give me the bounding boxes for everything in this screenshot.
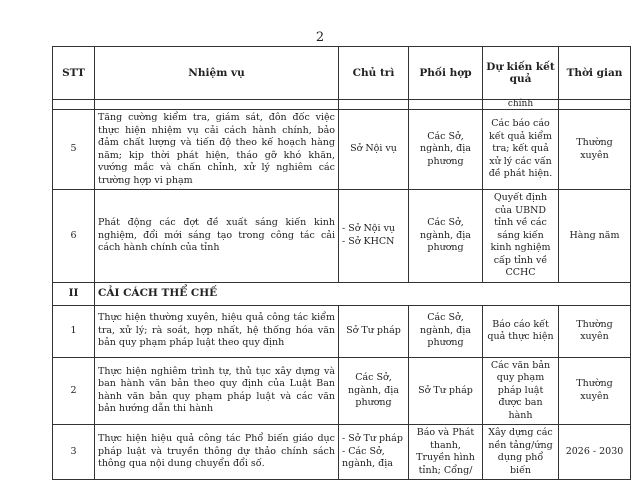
row-lead: Các Sở, ngành, địa phương — [339, 357, 409, 425]
task-table — [52, 46, 631, 480]
row-stt: 3 — [53, 425, 95, 480]
row-task: Thực hiện thường xuyên, hiệu quả công tác kiểm tra, xử lý; rà soát, hợp nhất, hệ thống hóa văn bản quy phạm pháp luật theo quy định — [95, 305, 339, 357]
header-coordinate: Phối hợp — [409, 47, 483, 100]
header-expected: Dự kiến kết quả — [483, 47, 559, 100]
row-task: Thực hiện hiệu quả công tác Phổ biến giáo dục pháp luật và truyền thông dự thảo chính sách thông qua nội dung chuyển đổi số. — [95, 425, 339, 480]
header-time: Thời gian — [559, 47, 631, 100]
row-time: Hàng năm — [559, 190, 631, 283]
continued-expected: chính — [483, 100, 559, 110]
header-stt: STT — [53, 47, 95, 100]
row-task: Phát động các đợt đề xuất sáng kiến kinh nghiệm, đổi mới sáng tạo trong công tác cải cách hành chính của tỉnh — [95, 190, 339, 283]
row-coordinate: Các Sở, ngành, địa phương — [409, 110, 483, 190]
row-stt: 6 — [53, 190, 95, 283]
header-task: Nhiệm vụ — [95, 47, 339, 100]
row-expected: Các văn bản quy phạm pháp luật được ban hành — [483, 357, 559, 425]
row-coordinate: Báo và Phát thanh, Truyền hình tỉnh; Cổng/ — [409, 425, 483, 480]
row-lead-line: - Các Sở, ngành, địa — [342, 445, 393, 470]
page-number: 2 — [315, 30, 325, 45]
row-time: 2026 - 2030 — [559, 425, 631, 480]
row-expected: Các báo cáo kết quả kiểm tra; kết quả xử lý các vấn đề phát hiện. — [483, 110, 559, 190]
row-coordinate: Các Sở, ngành, địa phương — [409, 190, 483, 283]
row-lead — [339, 190, 409, 283]
row-coordinate: Các Sở, ngành, địa phương — [409, 305, 483, 357]
row-coordinate: Sở Tư pháp — [409, 357, 483, 425]
table-row — [53, 110, 631, 190]
row-lead — [339, 425, 409, 480]
row-lead: Sở Tư pháp — [339, 305, 409, 357]
section-title: CẢI CÁCH THỂ CHẾ — [95, 282, 631, 305]
row-time: Thường xuyên — [559, 305, 631, 357]
row-stt: 1 — [53, 305, 95, 357]
row-lead: Sở Nội vụ — [339, 110, 409, 190]
row-expected: Báo cáo kết quả thực hiện — [483, 305, 559, 357]
table-row — [53, 305, 631, 357]
row-task: Tăng cường kiểm tra, giám sát, đôn đốc việc thực hiện nhiệm vụ cải cách hành chính, bảo đảm chất lượng và tiến độ theo kế hoạch hàng năm; kịp thời phát hiện, tháo gỡ khó khăn, vướng mắc và chấn chỉnh, xử lý nghiêm các trường hợp vi phạm — [95, 110, 339, 190]
row-stt: 5 — [53, 110, 95, 190]
table-row — [53, 357, 631, 425]
header-row — [53, 47, 631, 100]
header-lead: Chủ trì — [339, 47, 409, 100]
row-time: Thường xuyên — [559, 110, 631, 190]
section-stt: II — [53, 282, 95, 305]
row-time: Thường xuyên — [559, 357, 631, 425]
row-stt: 2 — [53, 357, 95, 425]
table-row — [53, 425, 631, 480]
table-row — [53, 190, 631, 283]
row-lead-line: - Sở Nội vụ — [342, 223, 396, 235]
row-expected: Xây dựng các nền tảng/ứng dụng phổ biến — [483, 425, 559, 480]
row-task: Thực hiện nghiêm trình tự, thủ tục xây dựng và ban hành văn bản theo quy định của Luật Ban hành văn bản quy phạm pháp luật và các văn bản hướng dẫn thi hành — [95, 357, 339, 425]
row-lead-line: - Sở Tư pháp — [342, 433, 403, 445]
row-expected: Quyết định của UBND tỉnh về các sáng kiến kinh nghiệm cấp tỉnh về CCHC — [483, 190, 559, 283]
row-lead-line: - Sở KHCN — [342, 235, 395, 247]
table-row-continued — [53, 100, 631, 110]
section-row — [53, 282, 631, 305]
